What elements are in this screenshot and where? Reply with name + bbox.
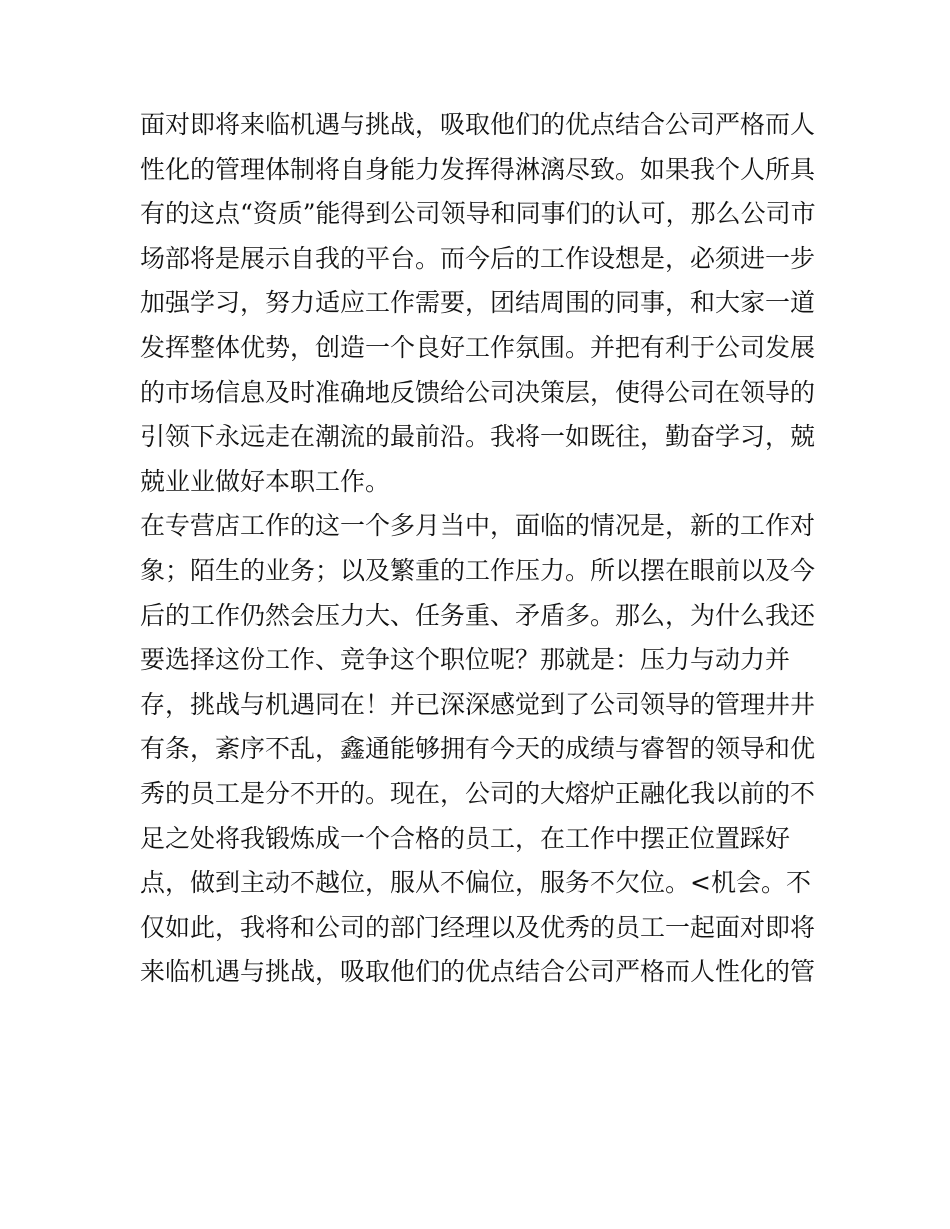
- text-line-7: 的市场信息及时准确地反馈给公司决策层，使得公司在领导的: [140, 377, 816, 407]
- text-line-5: 加强学习，努力适应工作需要，团结周围的同事，和大家一道: [140, 288, 816, 318]
- text-line-4: 场部将是展示自我的平台。而今后的工作设想是，必须进一步: [140, 243, 816, 273]
- text-line-6: 发挥整体优势，创造一个良好工作氛围。并把有利于公司发展: [140, 332, 816, 362]
- text-line-10: 在专营店工作的这一个多月当中，面临的情况是，新的工作对: [140, 511, 816, 541]
- text-line-2: 性化的管理体制将自身能力发挥得淋漓尽致。如果我个人所具: [140, 154, 816, 184]
- text-line-13: 要选择这份工作、竞争这个职位呢？那就是：压力与动力并: [140, 645, 791, 675]
- text-line-11: 象；陌生的业务；以及繁重的工作压力。所以摆在眼前以及今: [140, 555, 816, 585]
- text-line-1: 面对即将来临机遇与挑战，吸取他们的优点结合公司严格而人: [140, 110, 816, 139]
- text-line-16: 秀的员工是分不开的。现在，公司的大熔炉正融化我以前的不: [140, 778, 816, 808]
- text-line-15: 有条，紊序不乱，鑫通能够拥有今天的成绩与睿智的领导和优: [140, 734, 816, 764]
- text-line-9: 兢业业做好本职工作。: [140, 466, 391, 496]
- text-line-18: 点，做到主动不越位，服从不偏位，服务不欠位。<机会。不: [140, 868, 811, 898]
- body-text: [140, 103, 820, 995]
- text-line-19: 仅如此，我将和公司的部门经理以及优秀的员工一起面对即将: [140, 912, 816, 942]
- text-line-8: 引领下永远走在潮流的最前沿。我将一如既往，勤奋学习，兢: [140, 422, 816, 452]
- text-line-17: 足之处将我锻炼成一个合格的员工，在工作中摆正位置踩好: [140, 823, 791, 853]
- text-line-12: 后的工作仍然会压力大、任务重、矛盾多。那么，为什么我还: [140, 600, 816, 630]
- text-line-3: 有的这点“资质”能得到公司领导和同事们的认可，那么公司市: [140, 199, 816, 229]
- text-line-14: 存，挑战与机遇同在！并已深深感觉到了公司领导的管理井井: [140, 689, 816, 719]
- text-line-20: 来临机遇与挑战，吸取他们的优点结合公司严格而人性化的管: [140, 957, 816, 987]
